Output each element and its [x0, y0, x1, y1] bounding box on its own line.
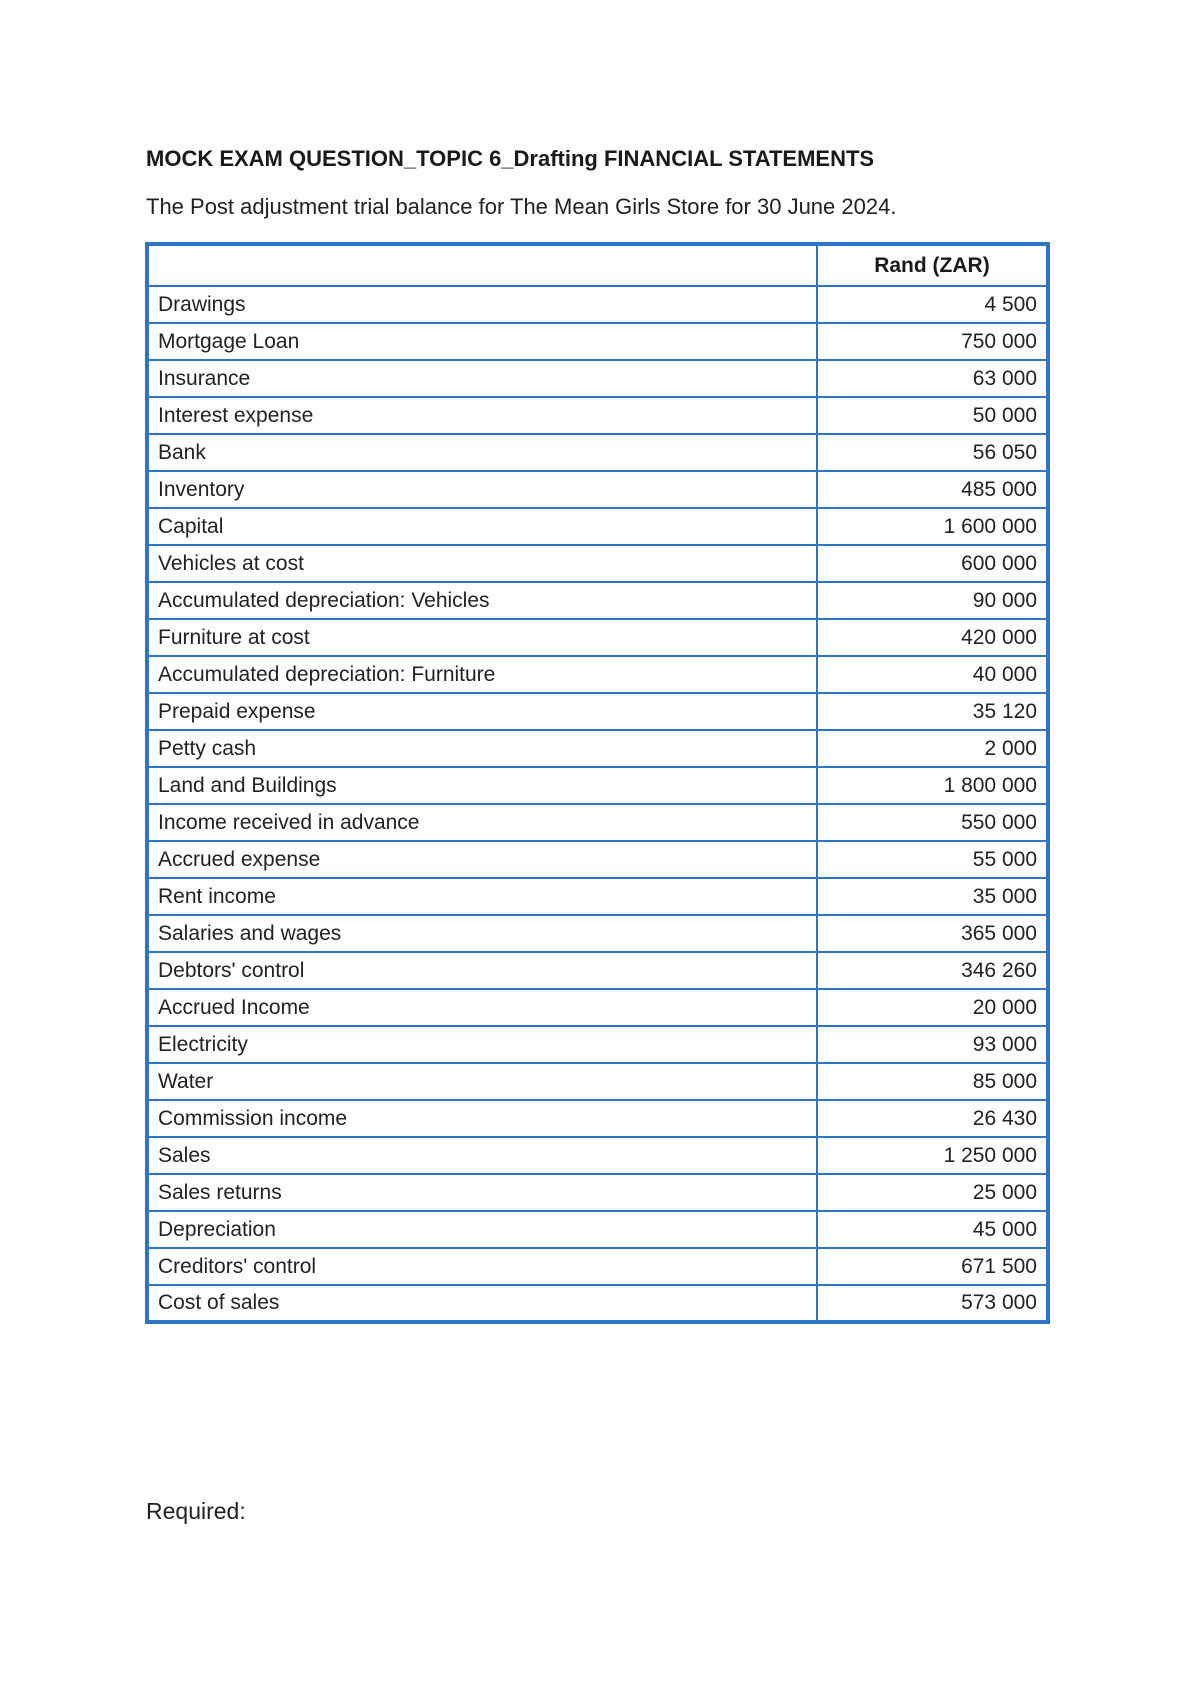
- amount-cell: 55 000: [817, 841, 1048, 878]
- table-row: [147, 360, 1048, 397]
- table-row: [147, 952, 1048, 989]
- table-row: [147, 286, 1048, 323]
- account-name-cell: Petty cash: [147, 730, 817, 767]
- amount-cell: 1 250 000: [817, 1137, 1048, 1174]
- account-name-cell: Water: [147, 1063, 817, 1100]
- amount-cell: 25 000: [817, 1174, 1048, 1211]
- amount-cell: 35 120: [817, 693, 1048, 730]
- document-heading: MOCK EXAM QUESTION_TOPIC 6_Drafting FINANCIAL STATEMENTS: [146, 146, 875, 171]
- account-name-cell: Bank: [147, 434, 817, 471]
- account-name-cell: Capital: [147, 508, 817, 545]
- table-row: [147, 434, 1048, 471]
- header-amount-cell: Rand (ZAR): [817, 244, 1048, 286]
- table-header-row: [147, 244, 1048, 286]
- account-name-cell: Rent income: [147, 878, 817, 915]
- account-name-cell: Depreciation: [147, 1211, 817, 1248]
- table-row: [147, 508, 1048, 545]
- amount-cell: 600 000: [817, 545, 1048, 582]
- table-row: [147, 1248, 1048, 1285]
- account-name-cell: Accumulated depreciation: Vehicles: [147, 582, 817, 619]
- table-row: [147, 1026, 1048, 1063]
- table-row: [147, 878, 1048, 915]
- account-name-cell: Accrued expense: [147, 841, 817, 878]
- account-name-cell: Vehicles at cost: [147, 545, 817, 582]
- account-name-cell: Insurance: [147, 360, 817, 397]
- amount-cell: 26 430: [817, 1100, 1048, 1137]
- amount-cell: 573 000: [817, 1285, 1048, 1322]
- table-row: [147, 656, 1048, 693]
- intro-paragraph: The Post adjustment trial balance for The Mean Girls Store for 30 June 2024.: [146, 194, 897, 219]
- table-row: [147, 323, 1048, 360]
- table-row: [147, 397, 1048, 434]
- table-row: [147, 1137, 1048, 1174]
- account-name-cell: Creditors' control: [147, 1248, 817, 1285]
- table-row: [147, 1285, 1048, 1322]
- amount-cell: 4 500: [817, 286, 1048, 323]
- amount-cell: 1 800 000: [817, 767, 1048, 804]
- amount-cell: 485 000: [817, 471, 1048, 508]
- trial-balance-body: [147, 286, 1048, 1322]
- account-name-cell: Interest expense: [147, 397, 817, 434]
- amount-cell: 750 000: [817, 323, 1048, 360]
- account-name-cell: Drawings: [147, 286, 817, 323]
- amount-cell: 2 000: [817, 730, 1048, 767]
- table-row: [147, 1100, 1048, 1137]
- account-name-cell: Inventory: [147, 471, 817, 508]
- account-name-cell: Sales returns: [147, 1174, 817, 1211]
- table-row: [147, 1211, 1048, 1248]
- amount-cell: 63 000: [817, 360, 1048, 397]
- account-name-cell: Income received in advance: [147, 804, 817, 841]
- account-name-cell: Salaries and wages: [147, 915, 817, 952]
- amount-cell: 1 600 000: [817, 508, 1048, 545]
- amount-cell: 93 000: [817, 1026, 1048, 1063]
- account-name-cell: Prepaid expense: [147, 693, 817, 730]
- account-name-cell: Accumulated depreciation: Furniture: [147, 656, 817, 693]
- table-row: [147, 545, 1048, 582]
- table-row: [147, 471, 1048, 508]
- amount-cell: 90 000: [817, 582, 1048, 619]
- account-name-cell: Electricity: [147, 1026, 817, 1063]
- amount-cell: 35 000: [817, 878, 1048, 915]
- amount-cell: 45 000: [817, 1211, 1048, 1248]
- table-row: [147, 619, 1048, 656]
- account-name-cell: Furniture at cost: [147, 619, 817, 656]
- table-row: [147, 767, 1048, 804]
- table-row: [147, 915, 1048, 952]
- amount-cell: 550 000: [817, 804, 1048, 841]
- required-label: Required:: [146, 1498, 246, 1524]
- amount-cell: 20 000: [817, 989, 1048, 1026]
- account-name-cell: Sales: [147, 1137, 817, 1174]
- table-row: [147, 989, 1048, 1026]
- amount-cell: 365 000: [817, 915, 1048, 952]
- amount-cell: 420 000: [817, 619, 1048, 656]
- table-row: [147, 841, 1048, 878]
- table-row: [147, 730, 1048, 767]
- account-name-cell: Mortgage Loan: [147, 323, 817, 360]
- account-name-cell: Land and Buildings: [147, 767, 817, 804]
- account-name-cell: Cost of sales: [147, 1285, 817, 1322]
- table-row: [147, 804, 1048, 841]
- table-row: [147, 693, 1048, 730]
- table-row: [147, 1174, 1048, 1211]
- account-name-cell: Accrued Income: [147, 989, 817, 1026]
- amount-cell: 56 050: [817, 434, 1048, 471]
- trial-balance-table: [145, 242, 1050, 1324]
- table-row: [147, 582, 1048, 619]
- amount-cell: 346 260: [817, 952, 1048, 989]
- amount-cell: 671 500: [817, 1248, 1048, 1285]
- amount-cell: 85 000: [817, 1063, 1048, 1100]
- header-account-cell: [147, 244, 817, 286]
- amount-cell: 40 000: [817, 656, 1048, 693]
- account-name-cell: Commission income: [147, 1100, 817, 1137]
- account-name-cell: Debtors' control: [147, 952, 817, 989]
- amount-cell: 50 000: [817, 397, 1048, 434]
- table-row: [147, 1063, 1048, 1100]
